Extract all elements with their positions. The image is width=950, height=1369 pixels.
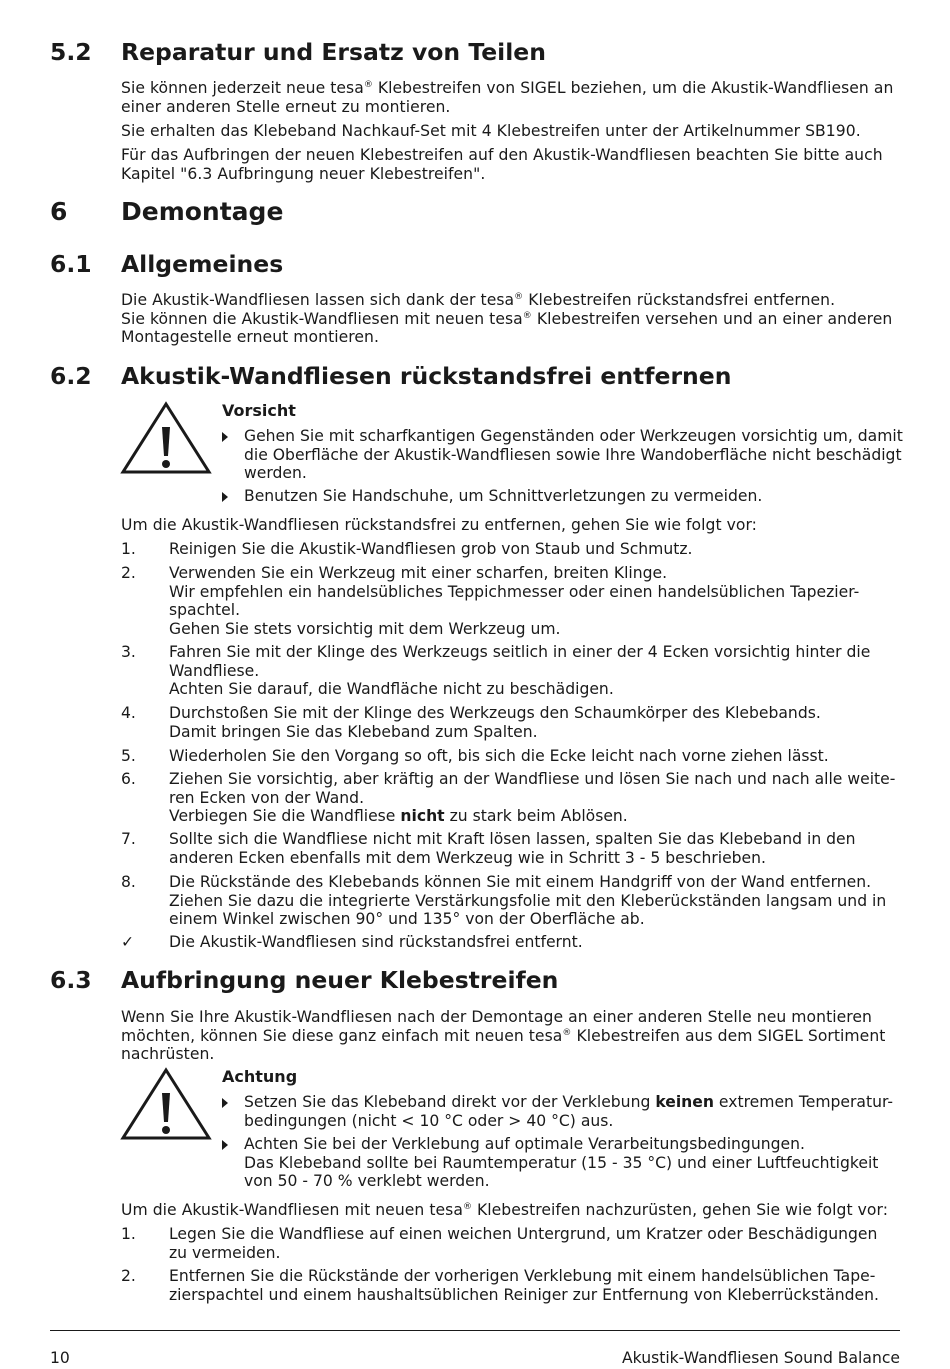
text: Setzen Sie das Klebeband direkt vor der Verklebung [244, 1093, 656, 1111]
text: Um die Akustik-Wandfliesen mit neuen tesa [121, 1201, 463, 1219]
registered-mark: ® [462, 1202, 472, 1212]
footer-divider [50, 1330, 900, 1331]
step-text [169, 704, 901, 741]
text: Verbiegen Sie die Wandfliese [169, 807, 401, 826]
line: einem Winkel zwischen 90° und 135° von der Oberfläche ab. [169, 910, 645, 929]
step-text [169, 1225, 901, 1262]
registered-mark: ® [562, 1027, 572, 1038]
step-text [169, 770, 901, 826]
text: zu stark beim Ablösen. [444, 807, 628, 826]
section-number: 6.3 [50, 966, 92, 994]
section-title: Akustik-Wandfliesen rückstandsfrei entfernen [121, 362, 732, 390]
section-number: 5.2 [50, 38, 92, 66]
paragraph [121, 1008, 911, 1064]
line: Sollte sich die Wandfliese nicht mit Kraft lösen lassen, spalten Sie das Klebeband in den [169, 830, 856, 848]
triangle-bullet-icon [222, 1140, 228, 1150]
step-text [169, 873, 901, 929]
chapter-title: Demontage [121, 197, 284, 226]
line: Ziehen Sie dazu die integrierte Verstärkungsfolie mit den Kleberückständen langsam und in [169, 891, 887, 910]
step-text [169, 564, 901, 638]
registered-mark: ® [514, 292, 524, 302]
section-title: Allgemeines [121, 250, 284, 278]
line: anderen Ecken ebenfalls mit dem Werkzeug wie in Schritt 3 - 5 beschrieben. [169, 848, 766, 867]
page-number: 10 [50, 1349, 70, 1367]
line: Gehen Sie stets vorsichtig mit dem Werkzeug um. [169, 619, 561, 638]
bullet-text: Gehen Sie mit scharfkantigen Gegenständen oder Werkzeugen vorsichtig um, damit die Oberfläche der Akustik-Wandfliesen sowie Ihre Wandoberfläche nicht beschädigt werden. [244, 427, 903, 483]
step-number: 1. [121, 1225, 136, 1243]
paragraph: Sie erhalten das Klebeband Nachkauf-Set mit 4 Klebestreifen unter der Artikelnummer SB190. [121, 122, 861, 140]
line: Reinigen Sie die Akustik-Wandfliesen grob von Staub und Schmutz. [169, 540, 693, 558]
section-title: Aufbringung neuer Klebestreifen [121, 966, 559, 994]
line: Achten Sie darauf, die Wandfläche nicht zu beschädigen. [169, 680, 614, 699]
line: Wandfliese. [169, 661, 260, 680]
line: zierspachtel und einem haushaltsüblichen Reiniger zur Entfernung von Kleberrückständen. [169, 1285, 879, 1304]
bullet-text [244, 1135, 904, 1191]
line: Wiederholen Sie den Vorgang so oft, bis sich die Ecke leicht nach vorne ziehen lässt. [169, 747, 829, 765]
text: Das Klebeband sollte bei Raumtemperatur (15 - 35 °C) und einer Luftfeuchtigkeit von 50 - 70 % verklebt werden. [244, 1153, 879, 1191]
step-number: 5. [121, 747, 136, 765]
warning-triangle-icon [120, 1067, 212, 1141]
line: Verwenden Sie ein Werkzeug mit einer scharfen, breiten Klinge. [169, 564, 668, 582]
check-icon: ✓ [121, 933, 135, 951]
result-text: Die Akustik-Wandfliesen sind rückstandsfrei entfernt. [169, 933, 583, 951]
text: Achten Sie bei der Verklebung auf optimale Verarbeitungsbedingungen. [244, 1135, 805, 1153]
warning-title: Vorsicht [222, 401, 296, 420]
footer-title: Akustik-Wandfliesen Sound Balance [621, 1349, 900, 1367]
chapter-number: 6 [50, 197, 68, 226]
line: Ziehen Sie vorsichtig, aber kräftig an der Wandfliese und lösen Sie nach und nach alle weite- [169, 770, 896, 788]
line: Durchstoßen Sie mit der Klinge des Werkzeugs den Schaumkörper des Klebebands. [169, 704, 821, 722]
registered-mark: ® [363, 80, 373, 90]
step-text [169, 1267, 901, 1304]
line: Die Rückstände des Klebebands können Sie mit einem Handgriff von der Wand entfernen. [169, 873, 872, 891]
step-number: 2. [121, 1267, 136, 1285]
line: spachtel. [169, 601, 241, 620]
text: Sie können die Akustik-Wandfliesen mit neuen tesa [121, 309, 523, 328]
section-number: 6.2 [50, 362, 92, 390]
text: Klebestreifen aus dem SIGEL Sortiment nachrüsten. [121, 1026, 886, 1064]
emphasis: nicht [400, 807, 445, 826]
paragraph [121, 1201, 911, 1220]
line: Damit bringen Sie das Klebeband zum Spalten. [169, 722, 538, 741]
line: Legen Sie die Wandfliese auf einen weichen Untergrund, um Kratzer oder Beschädigungen [169, 1225, 878, 1243]
section-title: Reparatur und Ersatz von Teilen [121, 38, 546, 66]
step-number: 3. [121, 643, 136, 661]
paragraph: Um die Akustik-Wandfliesen rückstandsfrei zu entfernen, gehen Sie wie folgt vor: [121, 516, 757, 534]
paragraph: Für das Aufbringen der neuen Klebestreifen auf den Akustik-Wandfliesen beachten Sie bitte auch Kapitel "6.3 Aufbringung neuer Klebestreifen". [121, 146, 883, 183]
bullet-text: Benutzen Sie Handschuhe, um Schnittverletzungen zu vermeiden. [244, 487, 763, 505]
step-text [169, 643, 901, 699]
warning-title: Achtung [222, 1067, 298, 1086]
step-text [169, 540, 901, 559]
text: bedingungen (nicht < 10 °C oder > 40 °C) aus. [244, 1111, 614, 1130]
line: zu vermeiden. [169, 1243, 281, 1262]
step-number: 1. [121, 540, 136, 558]
triangle-bullet-icon [222, 432, 228, 442]
section-number: 6.1 [50, 250, 92, 278]
registered-mark: ® [522, 310, 532, 321]
triangle-bullet-icon [222, 1098, 228, 1108]
step-number: 6. [121, 770, 136, 788]
paragraph [121, 79, 911, 116]
step-number: 2. [121, 564, 136, 582]
text: Sie können jederzeit neue tesa [121, 79, 364, 97]
text: extremen Temperatur- [713, 1093, 894, 1111]
line: Entfernen Sie die Rückstände der vorherigen Verklebung mit einem handelsüblichen Tape- [169, 1267, 876, 1285]
text: Die Akustik-Wandfliesen lassen sich dank der tesa [121, 291, 515, 309]
line: Wir empfehlen ein handelsübliches Teppichmesser oder einen handelsüblichen Tapezier- [169, 582, 860, 601]
step-number: 7. [121, 830, 136, 848]
warning-triangle-icon [120, 401, 212, 475]
emphasis: keinen [655, 1093, 714, 1111]
text: Klebestreifen von SIGEL beziehen, um die Akustik-Wandfliesen an einer anderen Stelle erneut zu montieren. [121, 79, 894, 116]
text: Klebestreifen rückstandsfrei entfernen. [523, 291, 836, 309]
paragraph [121, 291, 911, 347]
bullet-text [244, 1093, 904, 1130]
triangle-bullet-icon [222, 492, 228, 502]
text: Klebestreifen nachzurüsten, gehen Sie wie folgt vor: [472, 1201, 889, 1219]
line: Fahren Sie mit der Klinge des Werkzeugs seitlich in einer der 4 Ecken vorsichtig hinter die [169, 643, 871, 661]
step-number: 4. [121, 704, 136, 722]
text: Klebestreifen versehen und an einer anderen Montagestelle erneut montieren. [121, 309, 893, 347]
step-number: 8. [121, 873, 136, 891]
text: Wenn Sie Ihre Akustik-Wandfliesen nach der Demontage an einer anderen Stelle neu montieren möchten, können Sie diese ganz einfach mit neuen tesa [121, 1008, 872, 1045]
step-text [169, 830, 901, 867]
step-text [169, 747, 901, 766]
line: ren Ecken von der Wand. [169, 788, 365, 807]
